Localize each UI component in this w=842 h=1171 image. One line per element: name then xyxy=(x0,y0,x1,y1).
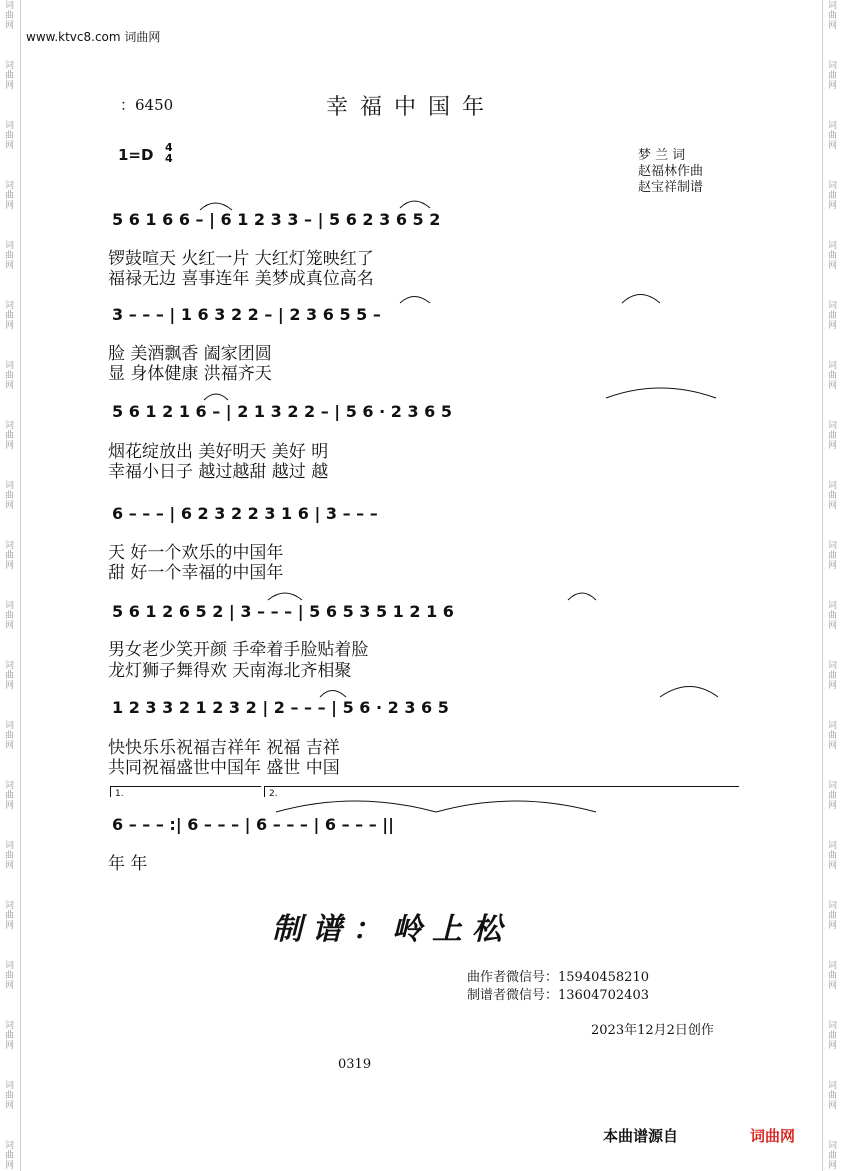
side-watermark-mark: 词曲网 xyxy=(3,420,13,450)
side-watermark-mark: 词曲网 xyxy=(3,1140,13,1170)
arranger-credit: 赵宝祥制谱 xyxy=(638,180,704,195)
side-watermark-mark: 词曲网 xyxy=(826,540,836,570)
side-watermark-mark: 词曲网 xyxy=(3,840,13,870)
side-watermark-mark: 词曲网 xyxy=(826,1140,836,1170)
side-watermark-mark: 词曲网 xyxy=(3,0,13,30)
side-watermark-mark: 词曲网 xyxy=(3,600,13,630)
signature: 制谱：岭上松 xyxy=(272,912,512,947)
side-watermark-mark: 词曲网 xyxy=(3,120,13,150)
side-watermark-mark: 词曲网 xyxy=(826,0,836,30)
time-signature-top: 4 xyxy=(165,141,173,154)
lyric-row-3-verse-1: 烟花绽放出 美好明天 美好 明 xyxy=(108,442,329,462)
side-watermark-mark: 词曲网 xyxy=(826,480,836,510)
side-watermark-mark: 词曲网 xyxy=(3,360,13,390)
side-watermark-mark: 词曲网 xyxy=(3,1080,13,1110)
lyric-row-1-verse-2: 福禄无边 喜事连年 美梦成真位高名 xyxy=(108,269,374,289)
side-watermark-mark: 词曲网 xyxy=(826,300,836,330)
notation-row-4: 6 – – – | 6 2 3 2 2 3 1 6 | 3 – – – xyxy=(112,504,378,523)
side-watermark-mark: 词曲网 xyxy=(826,180,836,210)
side-watermark-mark: 词曲网 xyxy=(3,240,13,270)
lyric-row-5-verse-1: 男女老少笑开颜 手牵着手脸贴着脸 xyxy=(108,640,369,660)
side-watermark-mark: 词曲网 xyxy=(3,780,13,810)
song-number: ：6450 xyxy=(120,96,174,114)
side-watermark-mark: 词曲网 xyxy=(826,660,836,690)
side-watermark-mark: 词曲网 xyxy=(3,60,13,90)
notation-row-3: 5 6 1 2 1 6 – | 2 1 3 2 2 – | 5 6 · 2 3 6 5 xyxy=(112,402,452,421)
side-watermark-mark: 词曲网 xyxy=(3,900,13,930)
lyricist-credit: 梦 兰 词 xyxy=(638,148,686,163)
side-watermark-mark: 词曲网 xyxy=(826,780,836,810)
notation-row-6: 1 2 3 3 2 1 2 3 2 | 2 – – – | 5 6 · 2 3 6 5 xyxy=(112,698,449,717)
side-watermark-mark: 词曲网 xyxy=(826,60,836,90)
footer-source-label: 本曲谱源自 xyxy=(603,1127,679,1145)
side-watermark-mark: 词曲网 xyxy=(826,420,836,450)
side-watermark-mark: 词曲网 xyxy=(826,1080,836,1110)
side-watermark-mark: 词曲网 xyxy=(826,1020,836,1050)
volta-1-label: 1. xyxy=(115,789,124,799)
lyric-row-7: 年 年 xyxy=(108,854,148,874)
page-title: 幸福中国年 xyxy=(326,95,497,120)
side-watermark-mark: 词曲网 xyxy=(3,300,13,330)
side-watermark-mark: 词曲网 xyxy=(826,240,836,270)
side-watermark-mark: 词曲网 xyxy=(826,360,836,390)
side-watermark-mark: 词曲网 xyxy=(826,840,836,870)
lyric-row-4-verse-2: 甜 好一个幸福的中国年 xyxy=(108,563,284,583)
side-watermark-mark: 词曲网 xyxy=(826,120,836,150)
lyric-row-3-verse-2: 幸福小日子 越过越甜 越过 越 xyxy=(108,462,329,482)
side-watermark-mark: 词曲网 xyxy=(3,1020,13,1050)
composer-contact: 曲作者微信号：15940458210 xyxy=(467,970,649,985)
side-watermark-mark: 词曲网 xyxy=(3,180,13,210)
side-watermark-mark: 词曲网 xyxy=(826,600,836,630)
lyric-row-4-verse-1: 天 好一个欢乐的中国年 xyxy=(108,543,284,563)
site-url[interactable]: www.ktvc8.com 词曲网 xyxy=(26,30,161,44)
arranger-contact: 制谱者微信号：13604702403 xyxy=(467,988,649,1003)
lyric-row-6-verse-1: 快快乐乐祝福吉祥年 祝福 吉祥 xyxy=(108,738,340,758)
lyric-row-2-verse-2: 显 身体健康 洪福齐天 xyxy=(108,364,272,384)
side-watermark-mark: 词曲网 xyxy=(826,960,836,990)
side-watermark-mark: 词曲网 xyxy=(3,540,13,570)
footer-brand-link[interactable]: 词曲网 xyxy=(750,1127,796,1145)
key-signature: 1=D xyxy=(118,146,154,164)
notation-row-7: 6 – – – :| 6 – – – | 6 – – – | 6 – – – || xyxy=(112,815,394,834)
side-watermark-mark: 词曲网 xyxy=(3,480,13,510)
score-code: 0319 xyxy=(338,1057,372,1072)
side-watermark-mark: 词曲网 xyxy=(826,720,836,750)
time-signature-bottom: 4 xyxy=(165,152,173,165)
volta-2-label: 2. xyxy=(269,789,278,799)
lyric-row-6-verse-2: 共同祝福盛世中国年 盛世 中国 xyxy=(108,758,340,778)
lyric-row-5-verse-2: 龙灯狮子舞得欢 天南海北齐相聚 xyxy=(108,661,352,681)
side-watermark-mark: 词曲网 xyxy=(826,900,836,930)
side-watermark-mark: 词曲网 xyxy=(3,960,13,990)
creation-date: 2023年12月2日创作 xyxy=(591,1023,714,1038)
side-watermark-mark: 词曲网 xyxy=(3,720,13,750)
composer-credit: 赵福林作曲 xyxy=(638,164,704,179)
lyric-row-2-verse-1: 脸 美酒飘香 阖家团圆 xyxy=(108,344,272,364)
notation-row-2: 3 – – – | 1 6 3 2 2 – | 2 3 6 5 5 – xyxy=(112,305,381,324)
side-watermark-mark: 词曲网 xyxy=(3,660,13,690)
notation-row-1: 5 6 1 6 6 – | 6 1 2 3 3 – | 5 6 2 3 6 5 2 xyxy=(112,210,441,229)
lyric-row-1-verse-1: 锣鼓喧天 火红一片 大红灯笼映红了 xyxy=(108,249,374,269)
notation-row-5: 5 6 1 2 6 5 2 | 3 – – – | 5 6 5 3 5 1 2 1 6 xyxy=(112,602,454,621)
